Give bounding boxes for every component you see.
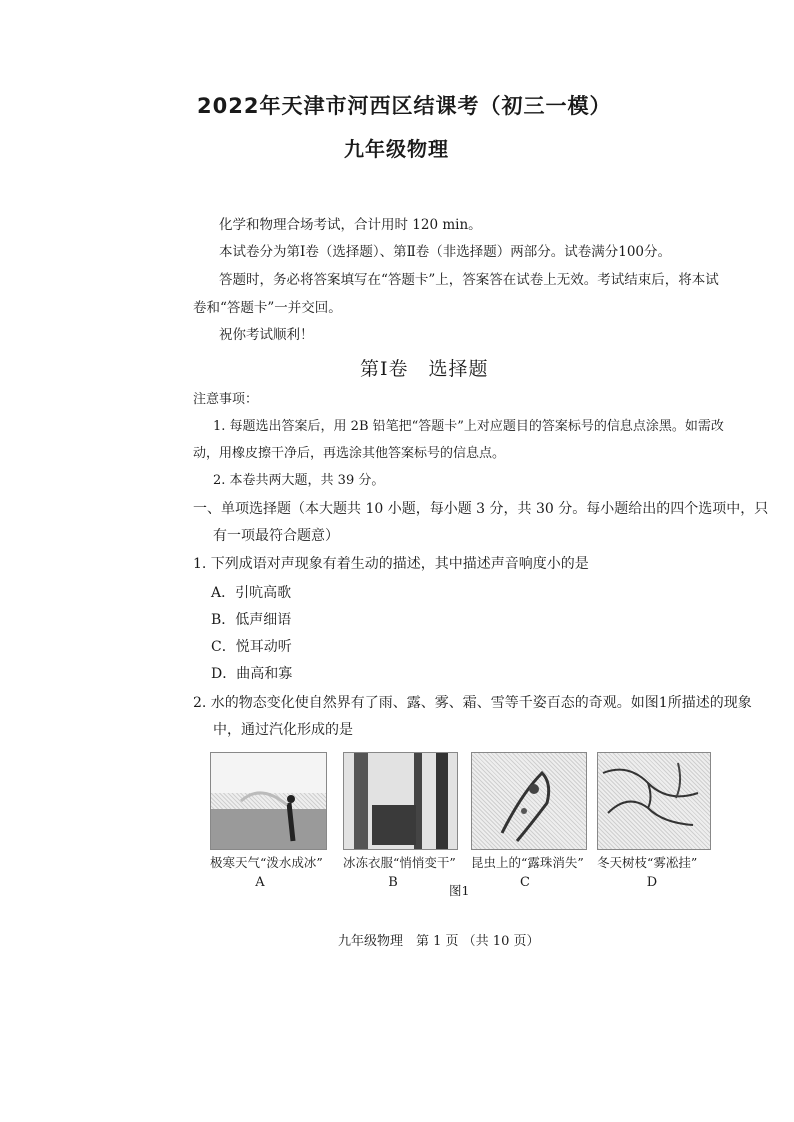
q1-stem: 1. 下列成语对声现象有着生动的描述，其中描述声音响度小的是 (193, 556, 589, 572)
page-footer: 九年级物理 第 1 页 （共 10 页） (338, 934, 540, 949)
intro-line-4: 卷和“答题卡”一并交回。 (193, 300, 342, 316)
figure-photo-d-drawing (598, 753, 710, 849)
part1-heading-b: 有一项最符合题意） (213, 528, 339, 544)
q1-option-b: B．低声细语 (211, 612, 292, 628)
caption-a: 极寒天气“泼水成冰” (210, 855, 323, 870)
figure-photo-c-drawing (472, 753, 586, 849)
notice-2: 2. 本卷共两大题，共 39 分。 (213, 473, 385, 488)
notice-1b: 动，用橡皮擦干净后，再选涂其他答案标号的信息点。 (193, 446, 506, 461)
section-title: 第Ⅰ卷 选择题 (360, 358, 489, 380)
figure-letter-d: D (646, 875, 658, 890)
q2-stem-2: 中，通过汽化形成的是 (213, 722, 353, 738)
intro-line-2: 本试卷分为第Ⅰ卷（选择题）、第Ⅱ卷（非选择题）两部分。试卷满分100分。 (219, 244, 672, 260)
figure-letter-b: B (388, 875, 398, 890)
intro-line-5: 祝你考试顺利！ (219, 327, 314, 343)
notice-label: 注意事项： (193, 392, 259, 407)
figure-letter-c: C (520, 875, 530, 890)
q2-stem-1: 2. 水的物态变化使自然界有了雨、露、雾、霜、雪等千姿百态的奇观。如图1所描述的现象 (193, 695, 752, 711)
exam-subject: 九年级物理 (344, 137, 449, 161)
exam-title: 2022年天津市河西区结课考（初三一模） (197, 94, 612, 118)
figure-photo-b (343, 752, 458, 850)
caption-b: 冰冻衣服“悄悄变干” (343, 855, 456, 870)
figure-photo-a (210, 752, 327, 850)
figure-photo-c (471, 752, 587, 850)
figure-photo-a-drawing (211, 753, 326, 849)
figure-letter-a: A (255, 875, 265, 890)
intro-line-3: 答题时，务必将答案填写在“答题卡”上，答案答在试卷上无效。考试结束后，将本试 (219, 272, 719, 288)
figure-label: 图1 (449, 883, 470, 898)
caption-c: 昆虫上的“露珠消失” (471, 855, 584, 870)
q1-option-c: C．悦耳动听 (211, 639, 292, 655)
q1-option-d: D．曲高和寡 (211, 666, 293, 682)
figure-photo-d (597, 752, 711, 850)
intro-line-1: 化学和物理合场考试，合计用时 120 min。 (219, 217, 482, 233)
notice-1a: 1. 每题选出答案后，用 2B 铅笔把“答题卡”上对应题目的答案标号的信息点涂黑。如需改 (213, 419, 724, 434)
q1-option-a: A．引吭高歌 (211, 585, 292, 601)
caption-d: 冬天树枝“雾凇挂” (597, 855, 698, 870)
part1-heading-a: 一、单项选择题（本大题共 10 小题，每小题 3 分，共 30 分。每小题给出的四个选项中，只 (193, 501, 769, 517)
figure-photo-b-drawing (344, 753, 457, 849)
